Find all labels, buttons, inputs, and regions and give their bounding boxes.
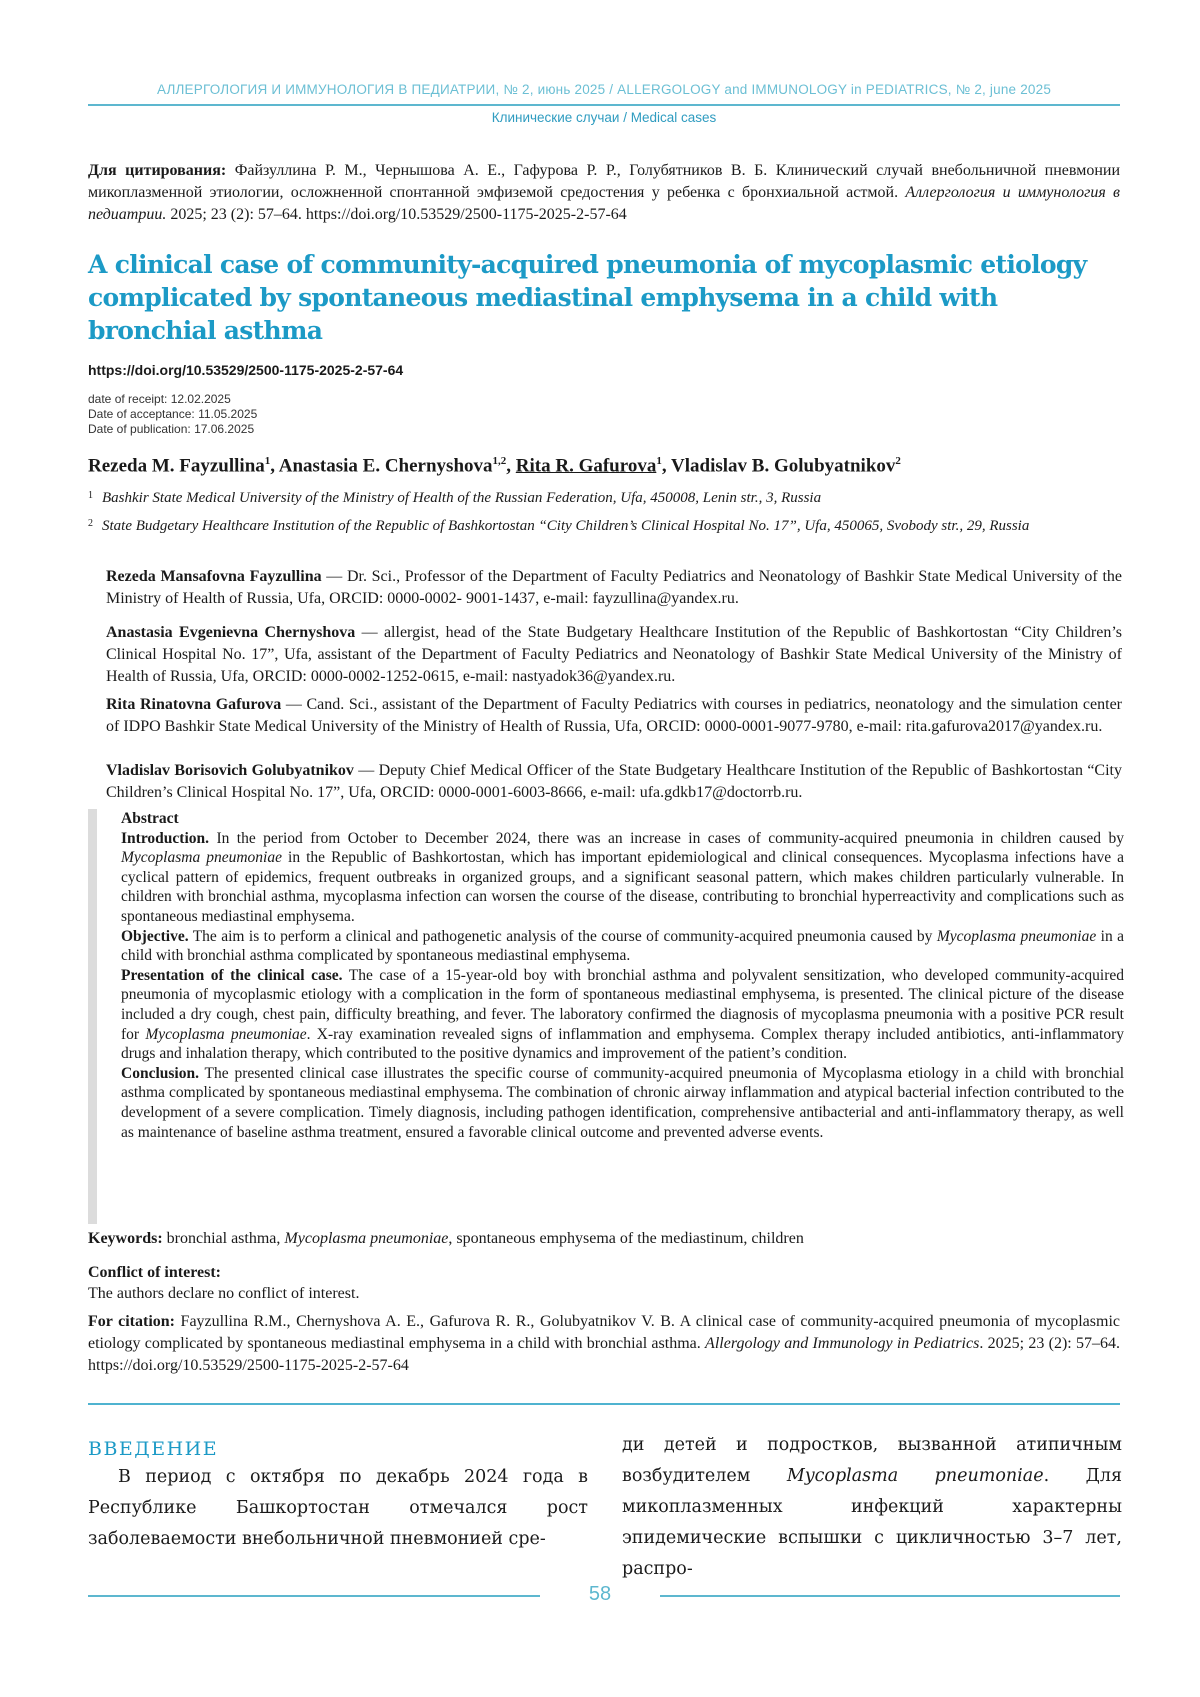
keywords-label: Keywords: (88, 1230, 163, 1247)
doi-link[interactable]: https://doi.org/10.53529/2500-1175-2025-2-57-64 (88, 362, 404, 378)
abstract-objective-text-2: in a child with bronchial asthma complicated by spontaneous mediastinal emphysema. (121, 927, 1124, 965)
section-label: Клинические случаи / Medical cases (491, 110, 717, 125)
author-info-name: Rezeda Mansafovna Fayzullina (106, 568, 322, 585)
header-divider (88, 104, 1120, 106)
author-info-text: — Deputy Chief Medical Officer of the State Budgetary Healthcare Institution of the Republic of Bashkortostan “City Children’s Clinical Hospital No. 17”, Ufa, ORCID: 0000-0001-6003-8666, e-mail: ufa.gdkb17@doctorrb.ru. (106, 762, 1122, 801)
author-info-name: Anastasia Evgenievna Chernyshova (106, 624, 356, 641)
abstract-conclusion-text: The presented clinical case illustrates the specific course of community-acquired pneumonia of Mycoplasma etiology in a child with bronchial asthma complicated by spontaneous mediastinal emphysema. The combination of chronic airway inflammation and atypical bacterial infection contributed to the development of a severe complication. Timely diagnosis, including pathogen identification, comprehensive antibacterial and anti-inflammatory therapy, as well as maintenance of baseline asthma treatment, ensured a favorable clinical outcome and prevented adverse events. (121, 1064, 1124, 1141)
abstract-title: Abstract (121, 810, 179, 827)
author-info-name: Rita Rinatovna Gafurova (106, 696, 282, 713)
conflict-of-interest (88, 1262, 1120, 1304)
affiliation-text: State Budgetary Healthcare Institution of the Republic of Bashkortostan “City Children’s Clinical Hospital No. 17”, Ufa, 450065, Svobody str., 29, Russia (102, 518, 1030, 534)
date-receipt: date of receipt: 12.02.2025 (88, 392, 231, 406)
author-name: Anastasia E. Chernyshova (278, 455, 493, 477)
article-title: A clinical case of community-acquired pneumonia of mycoplasmic etiology complicated by spontaneous mediastinal emphysema in a child with bronchial asthma (88, 250, 1087, 345)
abstract-case-label: Presentation of the clinical case. (121, 966, 343, 984)
author-info-text: — allergist, head of the State Budgetary Healthcare Institution of the Republic of Bashkortostan “City Children’s Clinical Hospital No. 17”, Ufa, assistant of the Department of Faculty Pediatrics and Neonatology of Bashkir State Medical University of the Ministry of Health of Russia, Ufa, ORCID: 0000-0002-1252-0615, e-mail: nastyadok36@yandex.ru. (106, 624, 1122, 685)
citation-english (88, 1311, 1120, 1377)
abstract-introduction-text-2: in the Republic of Bashkortostan, which has important epidemiological and clinical consequences. Mycoplasma infections have a cyclical pattern of epidemics, frequent outbreaks in organized groups, and a significant seasonal pattern, which makes children particularly vulnerable. In children with bronchial asthma, mycoplasma infection can worsen the course of the disease, contributing to bronchial hyperreactivity and complications such as spontaneous mediastinal emphysema. (121, 849, 1124, 925)
author-separator: , (270, 455, 279, 477)
author-name: Rezeda M. Fayzullina (88, 455, 265, 477)
conflict-label: Conflict of interest: (88, 1264, 221, 1281)
conflict-text: The authors declare no conflict of interest. (88, 1285, 360, 1302)
keywords-text-2: , spontaneous emphysema of the mediastinum, children (448, 1230, 804, 1247)
citation-english-journal: Allergology and Immunology in Pediatrics (705, 1335, 980, 1352)
abstract-objective-label: Objective. (121, 927, 189, 945)
affiliation-2 (88, 516, 1120, 537)
abstract (121, 809, 1124, 1142)
abstract-side-bar (88, 809, 97, 1224)
abstract-species-name: Mycoplasma pneumoniae (145, 1025, 307, 1043)
abstract-species-name: Mycoplasma pneumoniae (936, 927, 1097, 945)
author-info-2 (106, 622, 1122, 688)
body-column-right (622, 1430, 1122, 1585)
author-affiliation-mark: 2 (895, 455, 901, 467)
abstract-case-text-2: . X-ray examination revealed signs of inflammation and emphysema. Complex therapy included antibiotics, anti-inflammatory drugs and inhalation therapy, which contributed to the positive dynamics and improvement of the patient’s condition. (121, 1025, 1125, 1063)
citation-russian (88, 160, 1120, 226)
section-divider (88, 1403, 1120, 1405)
keywords-species: Mycoplasma pneumoniae (284, 1230, 449, 1247)
abstract-species-name: Mycoplasma pneumoniae (121, 849, 282, 867)
abstract-objective (121, 927, 1124, 966)
citation-russian-text: Файзуллина Р. М., Чернышова А. Е., Гафурова Р. Р., Голубятников В. Б. Клинический случай внебольничной пневмонии микоплазменной этиологии, осложненной спонтанной эмфиземой средостения у ребенка с бронхиальной астмой. (88, 162, 1121, 201)
body-right-text-2: . Для микоплазменных инфекций характерны эпидемические вспышки с цикличностью 3–7 лет, распро- (622, 1466, 1123, 1579)
author-info-name: Vladislav Borisovich Golubyatnikov (106, 762, 354, 779)
author-name: Vladislav B. Golubyatnikov (671, 455, 896, 477)
keywords-text: bronchial asthma, (162, 1230, 285, 1247)
citation-english-label: For citation: (88, 1313, 176, 1330)
keywords (88, 1228, 1120, 1249)
citation-english-tail: . 2025; 23 (2): 57–64. https://doi.org/10.53529/2500-1175-2025-2-57-64 (88, 1335, 1121, 1374)
affiliation-1 (88, 488, 1120, 509)
author-separator: , (506, 455, 516, 477)
abstract-case (121, 966, 1124, 1064)
citation-russian-label: Для цитирования: (88, 162, 227, 179)
author-info-1 (106, 566, 1122, 610)
abstract-conclusion (121, 1064, 1124, 1142)
author-info-4 (106, 760, 1122, 804)
introduction-heading: ВВЕДЕНИЕ (88, 1438, 219, 1460)
body-species-name: Mycoplasma pneumoniae (786, 1466, 1044, 1486)
citation-russian-tail: 2025; 23 (2): 57–64. https://doi.org/10.53529/2500-1175-2025-2-57-64 (166, 206, 627, 223)
author-list (88, 455, 1128, 477)
journal-header: АЛЛЕРГОЛОГИЯ И ИММУНОЛОГИЯ В ПЕДИАТРИИ, № 2, июнь 2025 / ALLERGOLOGY and IMMUNOLOGY in PEDIATRICS, № 2, june 2025 (156, 82, 1052, 97)
body-right-text: ди детей и подростков, вызванной атипичным возбудителем (622, 1435, 1122, 1486)
author-info-text: — Cand. Sci., assistant of the Department of Faculty Pediatrics with courses in pediatrics, neonatology and the simulation center of IDPO Bashkir State Medical University of the Ministry of Health of Russia, Ufa, ORCID: 0000-0001-9077-9780, e-mail: rita.gafurova2017@yandex.ru. (106, 696, 1123, 735)
body-column-left: В период с октября по декабрь 2024 года в Республике Башкортостан отмечался рост заболеваемости внебольничной пневмонией сре- (88, 1467, 588, 1549)
author-info-3 (106, 694, 1122, 738)
citation-english-text: Fayzullina R.M., Chernyshova A. E., Gafurova R. R., Golubyatnikov V. B. A clinical case of community-acquired pneumonia of mycoplasmic etiology complicated by spontaneous mediastinal emphysema in a child with bronchial asthma. (88, 1313, 1120, 1352)
author-affiliation-mark: 1 (656, 455, 662, 467)
author-name: Rita R. Gafurova (515, 455, 657, 477)
abstract-case-text: The case of a 15-year-old boy with bronchial asthma and polyvalent sensitization, who developed community-acquired pneumonia of mycoplasmic etiology with a complication in the form of spontaneous mediastinal emphysema, is presented. The clinical picture of the disease included a dry cough, chest pain, difficulty breathing, and fever. The laboratory confirmed the diagnosis of mycoplasma pneumonia with a positive PCR result for (121, 966, 1124, 1043)
date-acceptance: Date of acceptance: 11.05.2025 (88, 407, 258, 421)
author-info-text: — Dr. Sci., Professor of the Department of Faculty Pediatrics and Neonatology of Bashkir State Medical University of the Ministry of Health of Russia, Ufa, ORCID: 0000-0002- 9001-1437, e-mail: fayzullina@yandex.ru. (106, 568, 1122, 607)
abstract-introduction (121, 829, 1124, 927)
page-number: 58 (588, 1583, 612, 1605)
page-number-rule-right (660, 1595, 1120, 1597)
affiliation-text: Bashkir State Medical University of the Ministry of Health of the Russian Federation, Ufa, 450008, Lenin str., 3, Russia (102, 490, 822, 506)
affiliation-number: 1 (88, 490, 93, 501)
author-separator: , (661, 455, 672, 477)
citation-russian-journal: Аллергология и иммунология в педиатрии. (88, 184, 1120, 223)
abstract-introduction-label: Introduction. (121, 829, 209, 847)
date-publication: Date of publication: 17.06.2025 (88, 422, 255, 436)
article-dates (88, 392, 257, 437)
author-affiliation-mark: 1 (264, 455, 271, 467)
affiliation-number: 2 (88, 518, 93, 529)
abstract-objective-text: The aim is to perform a clinical and pathogenetic analysis of the course of community-acquired pneumonia caused by (188, 927, 937, 945)
author-affiliation-mark: 1,2 (492, 455, 507, 467)
abstract-introduction-text: In the period from October to December 2024, there was an increase in cases of community-acquired pneumonia in children caused by (209, 829, 1124, 847)
abstract-conclusion-label: Conclusion. (121, 1064, 199, 1082)
